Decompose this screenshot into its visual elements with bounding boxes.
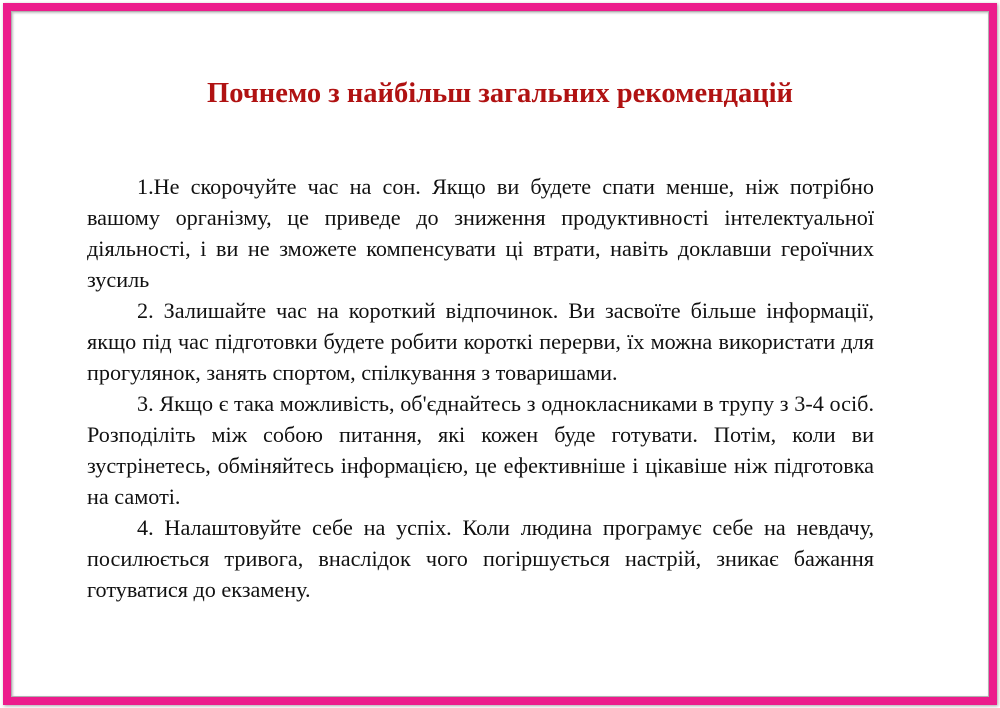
paragraph-3: 3. Якщо є така можливість, об'єднайтесь з однокласниками в трупу з 3-4 осіб. Розподіліть між собою питання, які кожен буде готувати. Потім, коли ви зустрінетесь, обміняйтесь інформацією, це ефективніше і цікавіше ніж підготовка на самоті. bbox=[87, 391, 874, 509]
paragraph-4: 4. Налаштовуйте себе на успіх. Коли людина програмує себе на невдачу, посилюється тривога, внаслідок чого погіршується настрій, зникає бажання готуватися до екзамену. bbox=[87, 515, 874, 602]
paragraph-1: 1.Не скорочуйте час на сон. Якщо ви будете спати менше, ніж потрібно вашому організму, це приведе до зниження продуктивності інтелектуальної діяльності, і ви не зможете компенсувати ці втрати, навіть доклавши героїчних зусиль bbox=[87, 174, 874, 292]
slide-title: Почнемо з найбільш загальних рекомендацій bbox=[207, 78, 793, 109]
paragraph-2: 2. Залишайте час на короткий відпочинок. Ви засвоїте більше інформації, якщо під час підготовки будете робити короткі перерви, їх можна використати для прогулянок, занять спортом, спілкування з товаришами. bbox=[87, 298, 874, 385]
slide-body bbox=[87, 171, 874, 605]
